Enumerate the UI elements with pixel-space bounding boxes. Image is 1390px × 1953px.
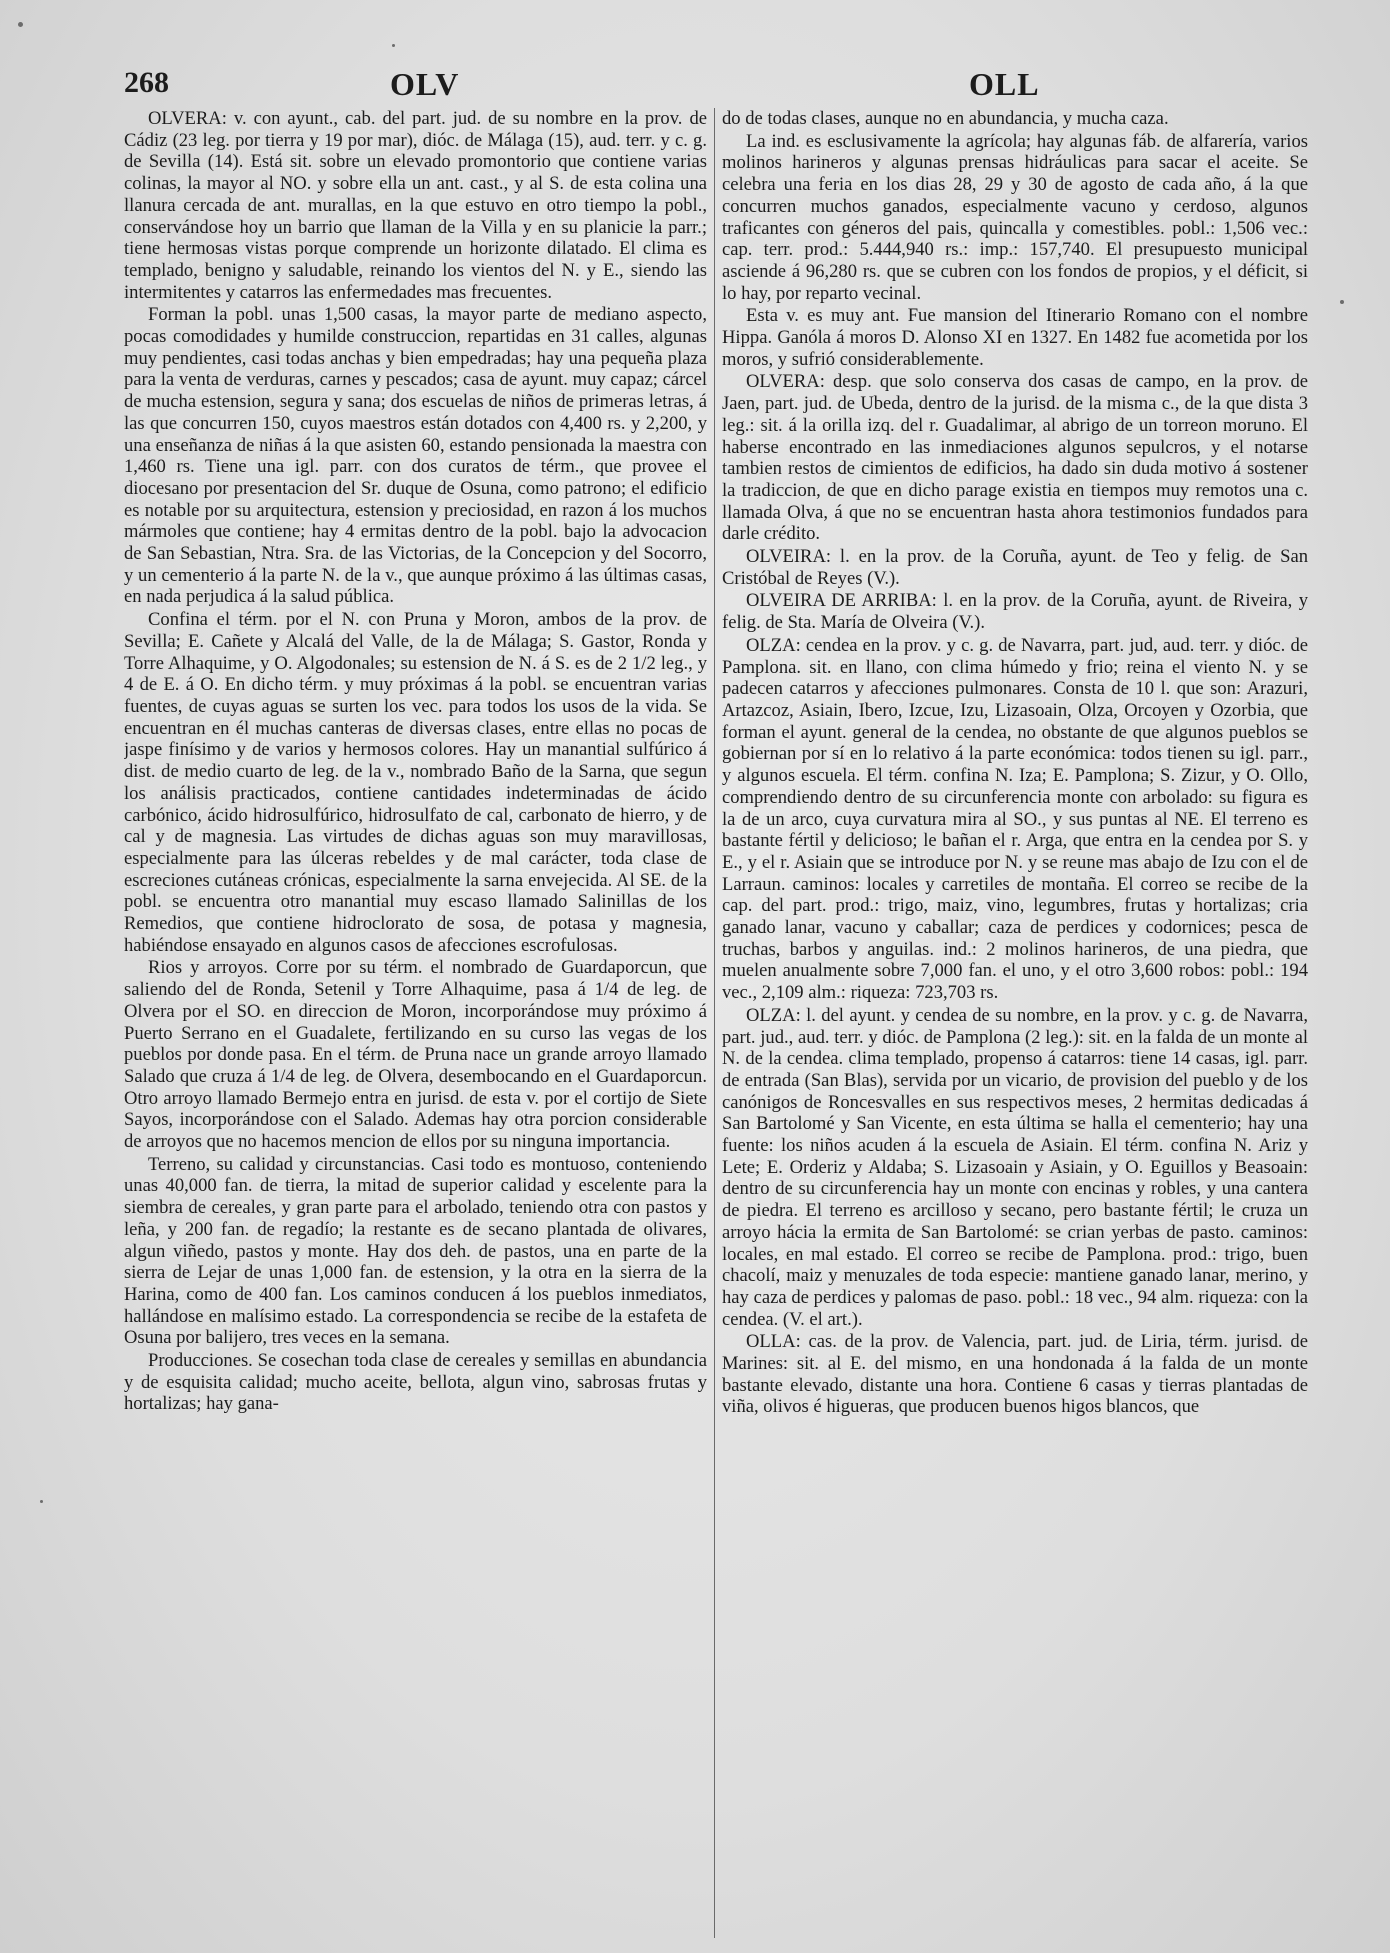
paragraph-historia: Esta v. es muy ant. Fue mansion del Itinerario Romano con el nombre Hippa. Ganóla á moros D. Alonso XI en 1327. En 1482 fue acometida por los moros, y sufrió considerablemente. (722, 305, 1308, 370)
right-column (722, 108, 1308, 1938)
column-divider (714, 108, 715, 1938)
paragraph-industria: La ind. es esclusivamente la agrícola; hay algunas fáb. de alfarería, varios molinos harineros y algunas prensas hidráulicas para sacar el aceite. Se celebra una feria en los dias 28, 29 y 30 de agosto de cada año, á la que concurren muchos ganados, especialmente vacuno y cerdoso, algunos traficantes con géneros del pais, quincalla y comestibles. pobl.: 1,506 vec.: cap. terr. prod.: 5.444,940 rs.: imp.: 157,740. El presupuesto municipal asciende á 96,280 rs. que se cubren con los fondos de propios, y el déficit, si lo hay, por reparto vecinal. (722, 130, 1308, 304)
entry-olveira: OLVEIRA: l. en la prov. de la Coruña, ayunt. de Teo y felig. de San Cristóbal de Reyes (V.). (722, 546, 1308, 589)
entry-olvera-jaen: OLVERA: desp. que solo conserva dos casas de campo, en la prov. de Jaen, part. jud. de Ubeda, dentro de la jurisd. de la misma c., de la que dista 3 leg.: sit. á la orilla izq. del r. Guadalimar, al abrigo de un torreon moruno. El haberse encontrado en las inmediaciones algunos sepulcros, y el notarse tambien restos de cimientos de edificios, ha dado sin duda motivo á sostener la tradiccion, de que en dicho parage existia en tiempos muy remotos una c. llamada Olva, á que no se encuentran hasta ahora testimonios fundados para darle crédito. (722, 371, 1308, 545)
paper-speck (40, 1500, 43, 1503)
paragraph-producciones: Producciones. Se cosechan toda clase de cereales y semillas en abundancia y de esquisita calidad; mucho aceite, bellota, algun vino, sabrosas frutas y hortalizas; hay gana- (124, 1350, 707, 1415)
paper-speck (392, 44, 395, 47)
paragraph-terreno: Terreno, su calidad y circunstancias. Casi todo es montuoso, conteniendo unas 40,000 fan. de tierra, la mitad de superior calidad y escelente para la siembra de cereales, y gran parte para el arbolado, teniendo otra con pastos y leña, y 200 fan. de regadío; la restante es de secano plantada de olivares, algun viñedo, pastos y monte. Hay dos deh. de pastos, una en parte de la sierra de Lejar de unas 1,000 fan. de estension, y la otra en la sierra de la Harina, como de 400 fan. Los caminos conducen á los pueblos inmediatos, hallándose en malísimo estado. La correspondencia se recibe de la estafeta de Osuna por balijero, tres veces en la semana. (124, 1153, 707, 1349)
entry-olla: OLLA: cas. de la prov. de Valencia, part. jud. de Liria, térm. jurisd. de Marines: sit. al E. del mismo, en una hondonada á la falda de un monte bastante elevado, distante una hora. Contiene 6 casas y tierras plantadas de viña, olivos é higueras, que producen buenos higos blancos, que (722, 1331, 1308, 1418)
paragraph-poblacion: Forman la pobl. unas 1,500 casas, la mayor parte de mediano aspecto, pocas comodidades y humilde construccion, repartidas en 31 calles, algunas muy pendientes, casi todas anchas y bien empedradas; hay una pequeña plaza para la venta de verduras, carnes y pescados; casa de ayunt. muy capaz; cárcel de mucha estension, segura y sana; dos escuelas de niños de primeras letras, á las que concurren 150, cuyos maestros están dotados con 4,400 rs. y 2,200, y una enseñanza de niñas á la que asisten 60, estando pensionada la maestra con 1,460 rs. Tiene una igl. parr. con dos curatos de térm., que provee el diocesano por presentacion del Sr. duque de Osuna, como patrono; el edificio es notable por su arquitectura, estension y preciosidad, en razon á los muchos mármoles que contiene; hay 4 ermitas dentro de la pobl. bajo la advocacion de San Sebastian, Ntra. Sra. de las Victorias, de la Concepcion y del Socorro, y un cementerio á la parte N. de la v., que aunque próximo á las últimas casas, en nada perjudica á la salud pública. (124, 304, 707, 608)
entry-olvera-cadiz: OLVERA: v. con ayunt., cab. del part. jud. de su nombre en la prov. de Cádiz (23 leg. por tierra y 19 por mar), dióc. de Málaga (15), aud. terr. y c. g. de Sevilla (14). Está sit. sobre un elevado promontorio que contiene varias colinas, la mayor al NO. y sobre ella un ant. cast., y al S. de esta colina una llanura cercada de ant. murallas, en la que estuvo en otro tiempo la pobl., conservándose hoy un barrio que llaman de la Villa y en su planicie la parr.; tiene hermosas vistas porque comprende un horizonte dilatado. El clima es templado, benigno y saludable, reinando los vientos del N. y E., siendo las intermitentes y catarros las enfermedades mas frecuentes. (124, 108, 707, 303)
paragraph-continuation: do de todas clases, aunque no en abundancia, y mucha caza. (722, 108, 1169, 129)
paper-speck (18, 22, 23, 27)
right-running-head: OLL (969, 66, 1040, 102)
page-header (124, 66, 1308, 108)
paper-speck (1340, 300, 1344, 304)
entry-olza-cendea: OLZA: cendea en la prov. y c. g. de Navarra, part. jud, aud. terr. y dióc. de Pamplona. sit. en llano, con clima húmedo y frio; reina el viento N. y se padecen catarros y afecciones pulmonares. Consta de 10 l. que son: Arazuri, Artazcoz, Asiain, Ibero, Izcue, Izu, Lizasoain, Olza, Orcoyen y Ozorbia, que forman el ayunt. general de la cendea, no obstante de que algunos pueblos se gobiernan por sí en lo relativo á la parte económica: todos tienen su igl. parr., y algunos escuela. El térm. confina N. Iza; E. Pamplona; S. Zizur, y O. Ollo, comprendiendo dentro de su circunferencia monte con arbolado: su figura es la de un arco, cuya curvatura mira al SO., y sus puntas al NE. El terreno es bastante fértil y delicioso; le bañan el r. Arga, que entra en la cendea por S. y E., y el r. Asiain que se introduce por N. y se reune mas abajo de Izu con el de Larraun. caminos: locales y carretiles de montaña. El correo se recibe de la cap. del part. prod.: trigo, maiz, vino, legumbres, frutas y hortalizas; cria ganado lanar, vacuno y caballar; caza de perdices y codornices; pesca de truchas, barbos y anguilas. ind.: 2 molinos harineros, de una piedra, que muelen anualmente sobre 7,000 fan. el uno, y el otro 3,600 robos: pobl.: 194 vec., 2,109 alm.: riqueza: 723,703 rs. (722, 634, 1308, 1004)
left-column (124, 108, 707, 1938)
page-number: 268 (124, 66, 169, 99)
left-running-head: OLV (390, 66, 460, 102)
entry-olveira-de-arriba: OLVEIRA DE ARRIBA: l. en la prov. de la Coruña, ayunt. de Riveira, y felig. de Sta. María de Olveira (V.). (722, 590, 1308, 634)
paragraph-rios-arroyos: Rios y arroyos. Corre por su térm. el nombrado de Guardaporcun, que saliendo del de Ronda, Setenil y Torre Alhaquime, pasa á 1/4 de leg. de Olvera por el SO. en direccion de Moron, incorporándose muy próximo á Puerto Serrano en el Guadalete, fertilizando en su curso las vegas de los pueblos por donde pasa. En el térm. de Pruna nace un grande arroyo llamado Salado que cruza á 1/4 de leg. de Olvera, desembocando en el Guardaporcun. Otro arroyo llamado Bermejo entra en jurisd. de esta v. por el cortijo de Siete Sayos, incorporándose con el Salado. Ademas hay otra porcion considerable de arroyos que no hacemos mencion de ellos por su ninguna importancia. (124, 957, 707, 1153)
entry-olza-lugar: OLZA: l. del ayunt. y cendea de su nombre, en la prov. y c. g. de Navarra, part. jud., aud. terr. y dióc. de Pamplona (2 leg.): sit. en la falda de un monte al N. de la cendea. clima templado, propenso á catarros: tiene 14 casas, igl. parr. de entrada (San Blas), servida por un vicario, de provision del pueblo y de los canónigos de Roncesvalles en sus respectivos meses, 2 hermitas dedicadas á San Bartolomé y San Vicente, en esta última se halla el cementerio; hay una fuente: los niños acuden á la escuela de Asiain. El térm. confina N. Ariz y Lete; E. Orderiz y Aldaba; S. Lizasoain y Asiain, y O. Eguillos y Beasoain: dentro de su circunferencia hay un monte con encinas y robles, y una cantera de piedra. El terreno es arcilloso y secano, pero bastante fértil; le cruza un arroyo hácia la ermita de San Bartolomé: se crian yerbas de pasto. caminos: locales, en mal estado. El correo se recibe de Pamplona. prod.: trigo, buen chacolí, maiz y menuzales de toda especie: mantiene ganado lanar, merino, y hay caza de perdices y palomas de paso. pobl.: 18 vec., 94 alm. riqueza: con la cendea. (V. el art.). (722, 1004, 1308, 1330)
paragraph-termino: Confina el térm. por el N. con Pruna y Moron, ambos de la prov. de Sevilla; E. Cañete y Alcalá del Valle, de la de Málaga; S. Gastor, Ronda y Torre Alhaquime, y O. Algodonales; su estension de N. á S. es de 2 1/2 leg., y 4 de E. á O. En dicho térm. y muy próximas á la pobl. se encuentran varias fuentes, de cuyas aguas se surten los vec. para todos los usos de la vida. Se encuentran en él muchas canteras de diversas clases, entre ellas no pocas de jaspe finísimo y de varios y hermosos colores. Hay un manantial sulfúrico á dist. de medio cuarto de leg. de la v., nombrado Baño de la Sarna, que segun los análisis practicados, contiene cantidades indeterminadas de ácido carbónico, ácido hidrosulfúrico, hidrosulfato de cal, carbonato de hierro, y de cal y de magnesia. Las virtudes de dichas aguas son muy maravillosas, especialmente para las úlceras rebeldes y de mal carácter, toda clase de escreciones cutáneas crónicas, especialmente la sarna envejecida. Al SE. de la pobl. se encuentra otro manantial muy escaso llamado Salinillas de los Remedios, que contiene hidroclorato de sosa, de potasa y magnesia, habiéndose ensayado en algunos casos de afecciones escrofulosas. (124, 609, 707, 956)
